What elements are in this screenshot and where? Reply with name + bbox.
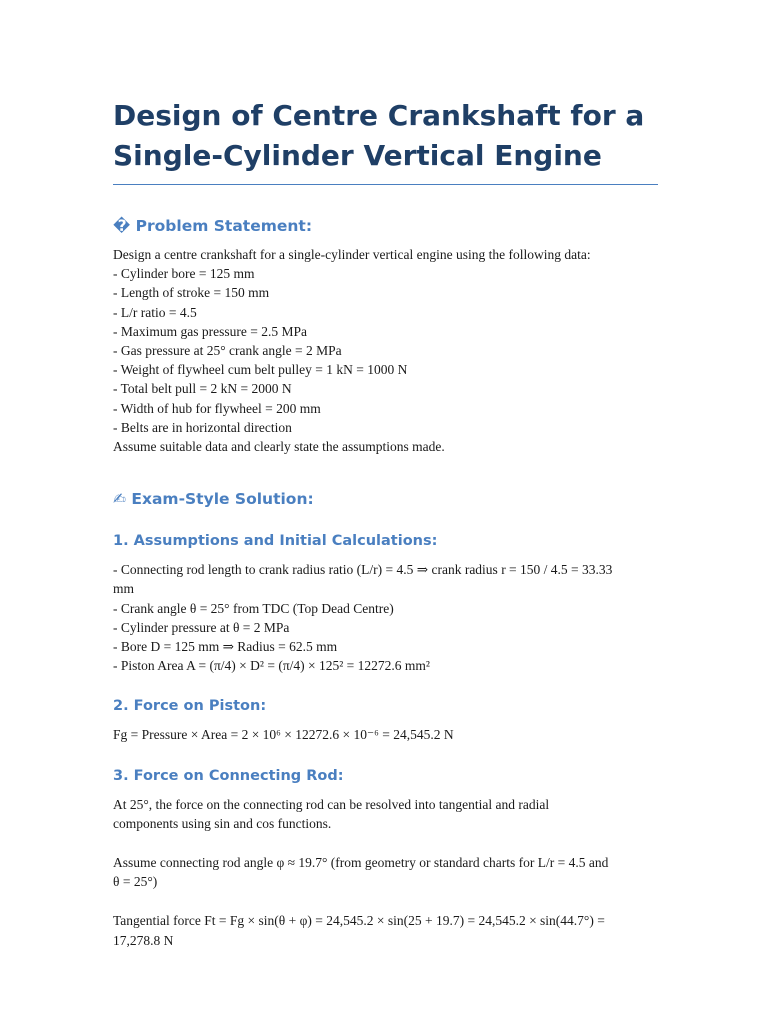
section-3-paragraph-1-line: components using sin and cos functions.: [113, 815, 332, 831]
section-1-line: - Connecting rod length to crank radius ratio (L/r) = 4.5 ⇒ crank radius r = 150 / 4.5 = 33.33: [113, 562, 613, 578]
section-1-line: - Bore D = 125 mm ⇒ Radius = 62.5 mm: [113, 639, 338, 655]
title-underline: [113, 184, 658, 185]
problem-item: - Belts are in horizontal direction: [113, 419, 292, 435]
problem-item: - Maximum gas pressure = 2.5 MPa: [113, 323, 307, 339]
problem-intro: Design a centre crankshaft for a single-cylinder vertical engine using the following data:: [113, 247, 591, 262]
problem-item: - Cylinder bore = 125 mm: [113, 266, 255, 282]
problem-outro: Assume suitable data and clearly state the assumptions made.: [113, 439, 445, 455]
section-2-line: Fg = Pressure × Area = 2 × 10⁶ × 12272.6 × 10⁻⁶ = 24,545.2 N: [113, 727, 454, 743]
section-1-line: - Crank angle θ = 25° from TDC (Top Dead Centre): [113, 600, 394, 616]
section-2-heading: 2. Force on Piston:: [113, 698, 267, 715]
document-body: [113, 96, 658, 950]
problem-item: - Length of stroke = 150 mm: [113, 285, 270, 301]
title-line-2: Single-Cylinder Vertical Engine: [113, 139, 602, 172]
problem-item: - L/r ratio = 4.5: [113, 304, 197, 320]
section-3-paragraph-3-line: Tangential force Ft = Fg × sin(θ + φ) = 24,545.2 × sin(25 + 19.7) = 24,545.2 × sin(44.7°) =: [113, 913, 605, 929]
problem-item: - Width of hub for flywheel = 200 mm: [113, 400, 321, 416]
section-3-paragraph-1-line: At 25°, the force on the connecting rod can be resolved into tangential and radial: [113, 796, 550, 812]
section-3-paragraph-3-line: 17,278.8 N: [113, 932, 174, 948]
section-1-line: mm: [113, 581, 135, 597]
section-3-paragraph-2-line: θ = 25°): [113, 874, 158, 890]
title-line-1: Design of Centre Crankshaft for a: [113, 99, 645, 132]
section-1-line: - Piston Area A = (π/4) × D² = (π/4) × 125² = 12272.6 mm²: [113, 658, 430, 674]
problem-item: - Weight of flywheel cum belt pulley = 1 kN = 1000 N: [113, 362, 408, 378]
problem-item: - Total belt pull = 2 kN = 2000 N: [113, 381, 292, 397]
section-3-paragraph-2-line: Assume connecting rod angle φ ≈ 19.7° (from geometry or standard charts for L/r = 4.5 and: [113, 855, 609, 871]
section-1-heading: 1. Assumptions and Initial Calculations:: [113, 533, 438, 550]
section-3-heading: 3. Force on Connecting Rod:: [113, 767, 344, 784]
section-1-line: - Cylinder pressure at θ = 2 MPa: [113, 619, 290, 635]
problem-statement-heading: � Problem Statement:: [113, 217, 313, 235]
solution-heading: ✍ Exam-Style Solution:: [113, 490, 314, 509]
problem-item: - Gas pressure at 25° crank angle = 2 MPa: [113, 343, 342, 359]
document-title: [113, 96, 658, 184]
